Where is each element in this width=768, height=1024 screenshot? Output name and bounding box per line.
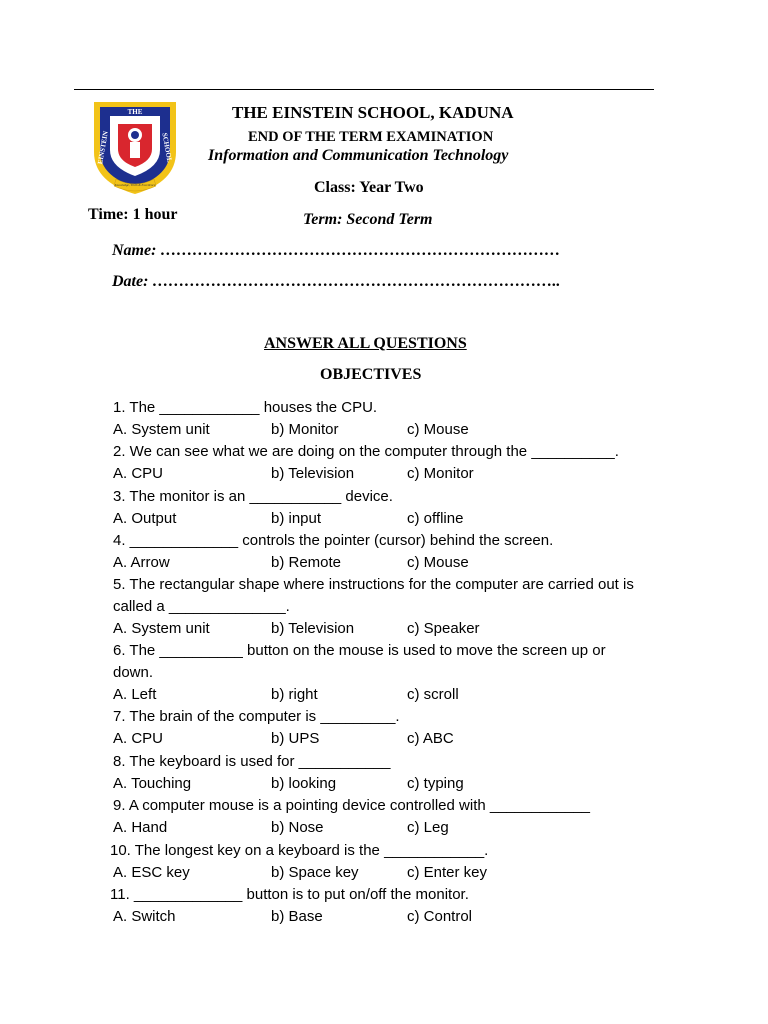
- question-3-text: 3. The monitor is an ___________ device.: [113, 488, 393, 505]
- question-9-option-b[interactable]: b) Nose: [271, 819, 324, 836]
- question-5-option-a[interactable]: A. System unit: [113, 620, 210, 637]
- question-9-text: 9. A computer mouse is a pointing device controlled with ____________: [113, 797, 590, 814]
- question-7-option-c[interactable]: c) ABC: [407, 730, 454, 747]
- header-rule: [74, 89, 654, 90]
- question-7-option-a[interactable]: A. CPU: [113, 730, 164, 747]
- question-8-option-a[interactable]: A. Touching: [113, 775, 192, 792]
- question-11-text: 11. _____________ button is to put on/off the monitor.: [110, 886, 469, 903]
- question-5-option-b[interactable]: b) Television: [271, 620, 355, 637]
- question-2-text: 2. We can see what we are doing on the computer through the __________.: [113, 443, 619, 460]
- question-5-text-cont: called a ______________.: [113, 598, 290, 615]
- question-4-text: 4. _____________ controls the pointer (cursor) behind the screen.: [113, 532, 554, 549]
- question-4-option-b[interactable]: b) Remote: [271, 554, 342, 571]
- question-6-text: 6. The __________ button on the mouse is used to move the screen up or: [113, 642, 606, 659]
- exam-title: END OF THE TERM EXAMINATION: [248, 129, 494, 145]
- logo-motto: Knowledge, Truth & Excellence: [114, 183, 156, 187]
- date-field[interactable]: Date: …………………………………………………………………..: [112, 273, 561, 290]
- logo-left-text: EINSTEIN: [96, 130, 110, 165]
- subject-title: Information and Communication Technology: [208, 147, 509, 164]
- question-11-option-b[interactable]: b) Base: [271, 908, 323, 925]
- question-3-option-c[interactable]: c) offline: [407, 510, 464, 527]
- question-2-option-b[interactable]: b) Television: [271, 465, 355, 482]
- question-10-text: 10. The longest key on a keyboard is the ____________.: [110, 842, 489, 859]
- question-1-option-b[interactable]: b) Monitor: [271, 421, 339, 438]
- question-4-option-c[interactable]: c) Mouse: [407, 554, 469, 571]
- logo-top-text: THE: [127, 108, 143, 116]
- answer-all-heading: ANSWER ALL QUESTIONS: [264, 335, 467, 352]
- class-label: Class: Year Two: [314, 179, 424, 196]
- question-3-option-b[interactable]: b) input: [271, 510, 322, 527]
- question-9-option-c[interactable]: c) Leg: [407, 819, 449, 836]
- question-1-text: 1. The ____________ houses the CPU.: [113, 399, 378, 416]
- question-7-text: 7. The brain of the computer is _________.: [113, 708, 400, 725]
- question-9-option-a[interactable]: A. Hand: [113, 819, 168, 836]
- objectives-heading: OBJECTIVES: [320, 366, 422, 383]
- question-5-text: 5. The rectangular shape where instructions for the computer are carried out is: [113, 576, 634, 593]
- question-6-option-c[interactable]: c) scroll: [407, 686, 459, 703]
- question-10-option-a[interactable]: A. ESC key: [113, 864, 190, 881]
- question-8-option-b[interactable]: b) looking: [271, 775, 337, 792]
- question-4-option-a[interactable]: A. Arrow: [113, 554, 170, 571]
- question-6-text-cont: down.: [113, 664, 154, 681]
- question-2-option-a[interactable]: A. CPU: [113, 465, 164, 482]
- name-field[interactable]: Name: …………………………………………………………………: [112, 242, 561, 259]
- question-6-option-b[interactable]: b) right: [271, 686, 318, 703]
- question-8-option-c[interactable]: c) typing: [407, 775, 464, 792]
- time-label: Time: 1 hour: [88, 206, 178, 223]
- school-logo: [86, 96, 184, 200]
- question-5-option-c[interactable]: c) Speaker: [407, 620, 480, 637]
- question-6-option-a[interactable]: A. Left: [113, 686, 157, 703]
- logo-right-text: SCHOOL: [160, 132, 174, 164]
- school-name: THE EINSTEIN SCHOOL, KADUNA: [232, 103, 514, 122]
- question-10-option-b[interactable]: b) Space key: [271, 864, 359, 881]
- question-7-option-b[interactable]: b) UPS: [271, 730, 320, 747]
- term-label: Term: Second Term: [303, 211, 433, 228]
- question-8-text: 8. The keyboard is used for ___________: [113, 753, 391, 770]
- question-2-option-c[interactable]: c) Monitor: [407, 465, 474, 482]
- question-10-option-c[interactable]: c) Enter key: [407, 864, 488, 881]
- question-11-option-c[interactable]: c) Control: [407, 908, 473, 925]
- question-11-option-a[interactable]: A. Switch: [113, 908, 176, 925]
- question-1-option-a[interactable]: A. System unit: [113, 421, 210, 438]
- question-1-option-c[interactable]: c) Mouse: [407, 421, 469, 438]
- question-3-option-a[interactable]: A. Output: [113, 510, 177, 527]
